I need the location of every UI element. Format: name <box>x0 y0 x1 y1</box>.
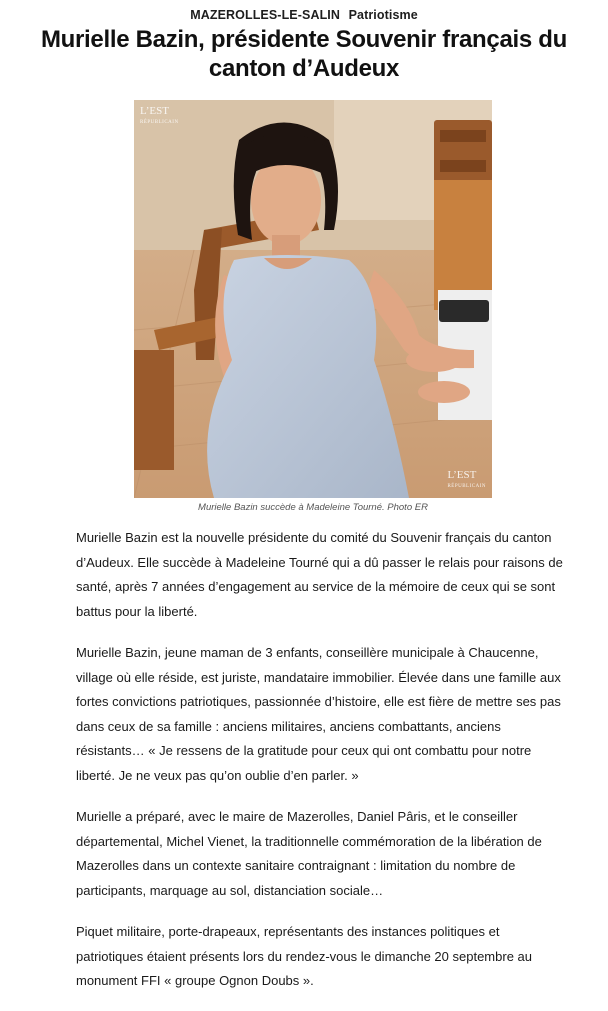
article-paragraph: Murielle a préparé, avec le maire de Mazerolles, Daniel Pâris, et le conseiller départemental, Michel Vienet, la traditionnelle commémoration de la libération de Mazerolles dans un contexte sanitaire contraignant : limitation du nombre de participants, marquage au sol, distanciation sociale… <box>76 809 542 898</box>
article-headline: Murielle Bazin, présidente Souvenir français du canton d’Audeux <box>40 26 568 82</box>
article-body <box>76 526 566 1011</box>
article-kicker <box>0 8 608 22</box>
photo-watermark-top: L’EST RÉPUBLICAIN <box>140 105 179 125</box>
article-paragraph: Murielle Bazin est la nouvelle présidente du comité du Souvenir français du canton d’Audeux. Elle succède à Madeleine Tourné qui a dû passer le relais pour raisons de santé, après 7 années d’engagement au service de la mémoire de ceux qui se sont battus pour la liberté. <box>76 530 563 619</box>
article-paragraph: Murielle Bazin, jeune maman de 3 enfants, conseillère municipale à Chaucenne, village où elle réside, est juriste, mandataire immobilier. Élevée dans une famille aux fortes convictions patriotiques, passionnée d’histoire, elle est fière de mettre ses pas dans ceux de sa famille : anciens militaires, anciens combattants, anciens résistants… « Je ressens de la gratitude pour ceux qui ont combattu pour notre liberté. Je ne veux pas qu’on oublie d’en parler. » <box>76 645 561 783</box>
photo-caption: Murielle Bazin succède à Madeleine Tourné. Photo ER <box>198 502 428 513</box>
article-paragraph: Piquet militaire, porte-drapeaux, représentants des instances politiques et patriotiques étaient présents lors du rendez-vous le dimanche 20 septembre au monument FFI « groupe Ognon Doubs ». <box>76 924 532 988</box>
kicker-section: Patriotisme <box>348 8 418 22</box>
kicker-place: MAZEROLLES-LE-SALIN <box>190 8 341 22</box>
article-photo <box>134 100 492 498</box>
photo-watermark-bottom: L’EST RÉPUBLICAIN <box>447 469 486 489</box>
